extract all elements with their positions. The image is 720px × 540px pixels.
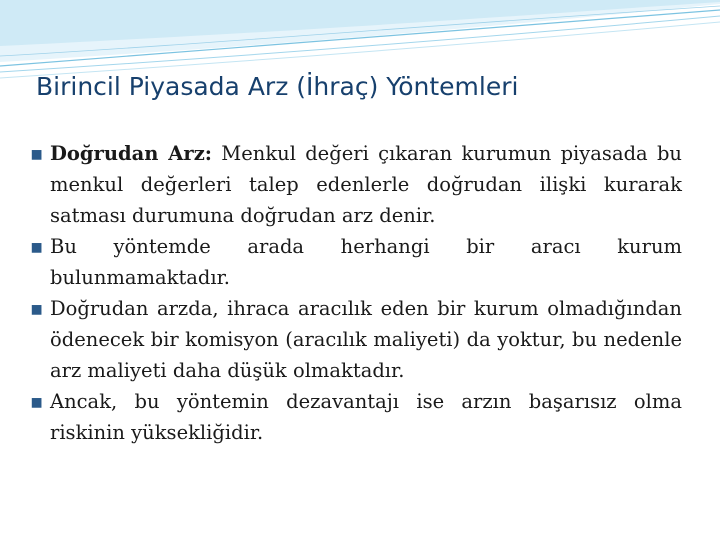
bullet-text: Bu yöntemde arada herhangi bir aracı kurum bulunmamaktadır. xyxy=(50,235,682,289)
bullet-marker-icon: ▪ xyxy=(30,142,44,165)
bullet-marker-icon: ▪ xyxy=(30,297,44,320)
bullet-list xyxy=(30,138,682,448)
bullet-marker-icon: ▪ xyxy=(30,390,44,413)
slide-title: Birincil Piyasada Arz (İhraç) Yöntemleri xyxy=(36,72,519,101)
bullet-text: Menkul değeri çıkaran kurumun piyasada bu menkul değerleri talep edenlerle doğrudan ilişki kurarak satması durumuna doğrudan arz denir. xyxy=(50,142,682,227)
bullet-text: Doğrudan arzda, ihraca aracılık eden bir kurum olmadığından ödenecek bir komisyon (aracılık maliyeti) da yoktur, bu nedenle arz maliyeti daha düşük olmaktadır. xyxy=(50,297,682,382)
bullet-lead-term: Doğrudan Arz: xyxy=(50,142,212,165)
bullet-item-direct-offer xyxy=(30,138,682,231)
bullet-text: Ancak, bu yöntemin dezavantajı ise arzın başarısız olma riskinin yüksekliğidir. xyxy=(50,390,682,444)
bullet-marker-icon: ▪ xyxy=(30,235,44,258)
bullet-item-no-commission xyxy=(30,293,682,386)
bullet-item-no-intermediary xyxy=(30,231,682,293)
bullet-item-disadvantage xyxy=(30,386,682,448)
